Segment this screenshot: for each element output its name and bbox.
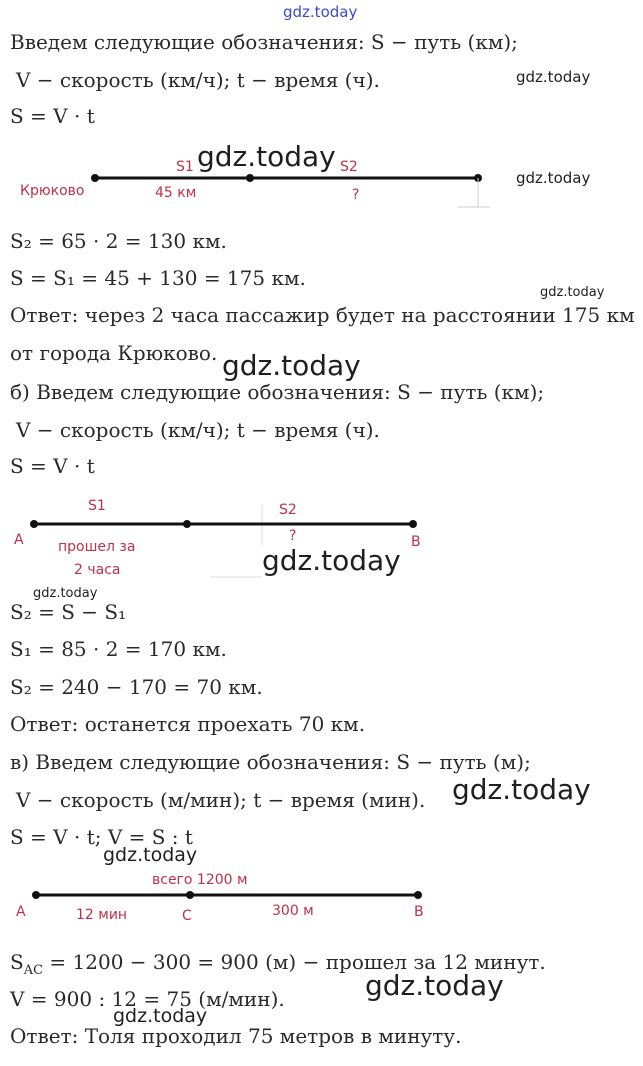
watermark: gdz.today xyxy=(33,586,98,601)
c-answer: Ответ: Толя проходил 75 метров в минуту. xyxy=(10,1024,462,1048)
watermark: gdz.today xyxy=(222,349,361,382)
label-cb: 300 м xyxy=(272,903,314,919)
c-eq1-rest: = 1200 − 300 = 900 (м) − прошел за 12 минут. xyxy=(43,950,546,974)
watermark: gdz.today xyxy=(113,1005,208,1027)
diagram-a xyxy=(0,145,643,215)
watermark-top: gdz.today xyxy=(283,3,358,21)
b-formula: S = V · t xyxy=(10,454,95,478)
a-legend: V − скорость (км/ч); t − время (ч). xyxy=(16,68,380,92)
b-legend: V − скорость (км/ч); t − время (ч). xyxy=(16,418,380,442)
label-s1: S1 xyxy=(176,159,194,175)
watermark: gdz.today xyxy=(103,844,198,866)
watermark: gdz.today xyxy=(516,68,591,86)
b-eq1: S₂ = S − S₁ xyxy=(10,600,127,624)
label-a: A xyxy=(16,904,26,920)
a-intro: Введем следующие обозначения: S − путь (км); xyxy=(10,30,518,54)
a-eq2: S = S₁ = 45 + 130 = 175 км. xyxy=(10,266,306,290)
a-eq1: S₂ = 65 · 2 = 130 км. xyxy=(10,229,227,253)
label-s2: S2 xyxy=(340,159,358,175)
label-note-line2: 2 часа xyxy=(74,562,121,578)
c-eq1: $S_{AC} = 1200 - 300 = 900$ (м) − прошел за 12 минут. xyxy=(10,950,546,978)
b-eq3: S₂ = 240 − 170 = 70 км. xyxy=(10,675,263,699)
watermark: gdz.today xyxy=(452,773,591,806)
label-s2-unknown: ? xyxy=(289,528,297,544)
label-b: B xyxy=(411,534,421,550)
label-a: A xyxy=(14,532,24,548)
b-eq2: S₁ = 85 · 2 = 170 км. xyxy=(10,637,227,661)
diagram-c xyxy=(0,865,643,925)
c-intro: в) Введем следующие обозначения: S − путь (м); xyxy=(10,750,531,774)
b-intro: б) Введем следующие обозначения: S − путь (км); xyxy=(10,380,545,404)
watermark: gdz.today xyxy=(540,285,605,300)
watermark: gdz.today xyxy=(262,544,401,577)
watermark: gdz.today xyxy=(365,969,504,1002)
label-b: B xyxy=(414,904,424,920)
label-s1: S1 xyxy=(88,498,106,514)
label-note-line1: прошел за xyxy=(58,539,136,555)
a-answer-line2: от города Крюково. xyxy=(10,341,218,365)
label-c: C xyxy=(182,908,192,924)
label-s1-value: 45 км xyxy=(155,185,197,201)
label-ac: 12 мин xyxy=(76,907,128,923)
b-answer: Ответ: останется проехать 70 км. xyxy=(10,712,366,736)
label-kryukovo: Крюково xyxy=(20,183,85,199)
c-eq2: V = 900 : 12 = 75 (м/мин). xyxy=(10,987,285,1011)
c-formula: S = V · t; V = S : t xyxy=(10,825,193,849)
a-answer-line1: Ответ: через 2 часа пассажир будет на расстоянии 175 км xyxy=(10,303,635,327)
label-s2: S2 xyxy=(279,502,297,518)
watermark: gdz.today xyxy=(197,140,336,173)
label-total: всего 1200 м xyxy=(152,872,248,888)
a-formula: S = V · t xyxy=(10,104,95,128)
label-s2-unknown: ? xyxy=(352,187,360,203)
diagram-b xyxy=(0,495,643,585)
watermark: gdz.today xyxy=(516,169,591,187)
c-legend: V − скорость (м/мин); t − время (мин). xyxy=(16,788,426,812)
